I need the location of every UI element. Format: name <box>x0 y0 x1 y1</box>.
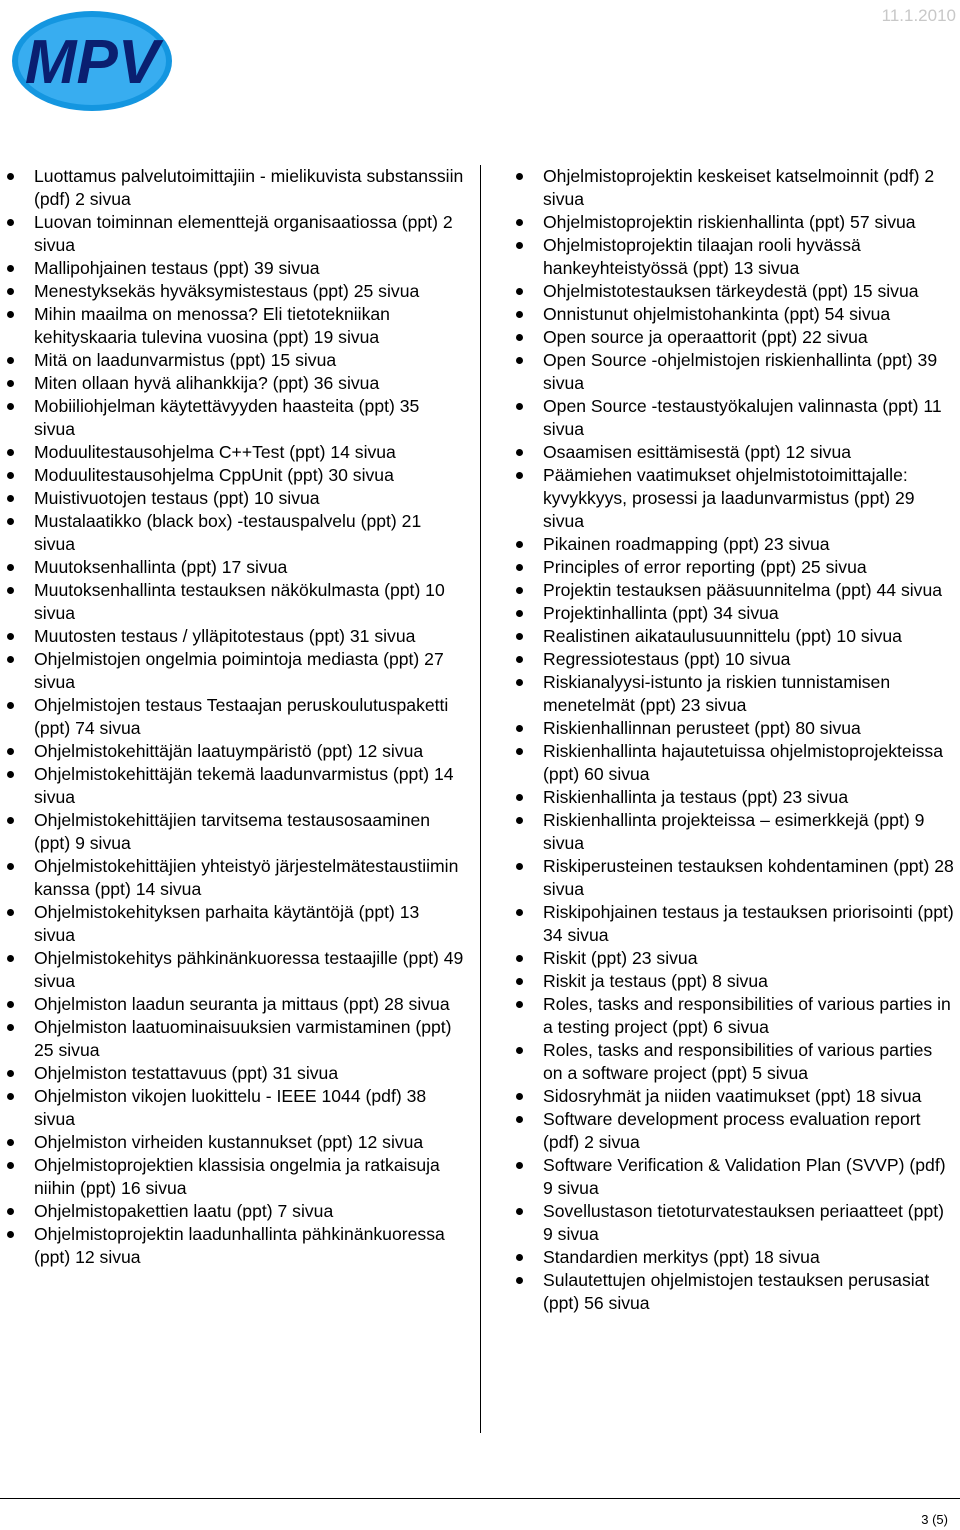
list-item: Ohjelmistokehittäjien tarvitsema testausosaaminen (ppt) 9 sivua <box>34 809 464 855</box>
right-column-list <box>543 165 955 1315</box>
list-item: Open Source -testaustyökalujen valinnasta (ppt) 11 sivua <box>543 395 955 441</box>
list-item: Riskianalyysi-istunto ja riskien tunnistamisen menetelmät (ppt) 23 sivua <box>543 671 955 717</box>
list-item: Software Verification & Validation Plan (SVVP) (pdf) 9 sivua <box>543 1154 955 1200</box>
list-item: Pikainen roadmapping (ppt) 23 sivua <box>543 533 955 556</box>
list-item: Sulautettujen ohjelmistojen testauksen perusasiat (ppt) 56 sivua <box>543 1269 955 1315</box>
list-item: Riskipohjainen testaus ja testauksen priorisointi (ppt) 34 sivua <box>543 902 954 945</box>
list-item: Päämiehen vaatimukset ohjelmistotoimittajalle: kyvykkyys, prosessi ja laadunvarmistus (ppt) 29 sivua <box>543 464 955 533</box>
list-item: Principles of error reporting (ppt) 25 sivua <box>543 556 955 579</box>
list-item: Riskienhallinnan perusteet (ppt) 80 sivua <box>543 717 955 740</box>
list-item: Ohjelmiston laatuominaisuuksien varmistaminen (ppt) 25 sivua <box>34 1016 464 1062</box>
list-item: Open Source -ohjelmistojen riskienhallinta (ppt) 39 sivua <box>543 349 955 395</box>
list-item: Onnistunut ohjelmistohankinta (ppt) 54 sivua <box>543 303 955 326</box>
list-item: Projektinhallinta (ppt) 34 sivua <box>543 602 955 625</box>
list-item: Ohjelmistokehittäjän tekemä laadunvarmistus (ppt) 14 sivua <box>34 763 464 809</box>
list-item: Ohjelmistokehittäjän laatuympäristö (ppt) 12 sivua <box>34 740 464 763</box>
list-item: Ohjelmistoprojektien klassisia ongelmia ja ratkaisuja niihin (ppt) 16 sivua <box>34 1154 464 1200</box>
list-item: Standardien merkitys (ppt) 18 sivua <box>543 1246 955 1269</box>
list-item: Ohjelmistojen testaus Testaajan peruskoulutuspaketti (ppt) 74 sivua <box>34 694 464 740</box>
list-item: Riskit (ppt) 23 sivua <box>543 947 955 970</box>
list-item: Luovan toiminnan elementtejä organisaatiossa (ppt) 2 sivua <box>34 211 464 257</box>
list-item: Roles, tasks and responsibilities of various parties on a software project (ppt) 5 sivua <box>543 1039 955 1085</box>
mpv-logo <box>10 5 175 115</box>
list-item: Mobiiliohjelman käytettävyyden haasteita (ppt) 35 sivua <box>34 395 464 441</box>
list-item: Ohjelmiston vikojen luokittelu - IEEE 1044 (pdf) 38 sivua <box>34 1085 464 1131</box>
list-item: Realistinen aikataulusuunnittelu (ppt) 10 sivua <box>543 625 955 648</box>
list-item: Ohjelmistoprojektin riskienhallinta (ppt) 57 sivua <box>543 211 955 234</box>
footer-rule <box>0 1498 960 1499</box>
left-column-list <box>34 165 464 1269</box>
list-item: Muutoksenhallinta (ppt) 17 sivua <box>34 556 464 579</box>
list-item: Ohjelmistokehitys pähkinänkuoressa testaajille (ppt) 49 sivua <box>34 948 464 991</box>
list-item: Sovellustason tietoturvatestauksen periaatteet (ppt) 9 sivua <box>543 1200 955 1246</box>
list-item: Projektin testauksen pääsuunnitelma (ppt) 44 sivua <box>543 579 955 602</box>
list-item: Ohjelmistojen ongelmia poimintoja mediasta (ppt) 27 sivua <box>34 648 464 694</box>
list-item: Ohjelmistoprojektin keskeiset katselmoinnit (pdf) 2 sivua <box>543 165 955 211</box>
list-item: Open source ja operaattorit (ppt) 22 sivua <box>543 326 955 349</box>
list-item: Muutoksenhallinta testauksen näkökulmasta (ppt) 10 sivua <box>34 579 464 625</box>
list-item: Roles, tasks and responsibilities of various parties in a testing project (ppt) 6 sivua <box>543 993 955 1039</box>
list-item: Muistivuotojen testaus (ppt) 10 sivua <box>34 487 464 510</box>
list-item: Ohjelmistoprojektin laadunhallinta pähkinänkuoressa (ppt) 12 sivua <box>34 1223 464 1269</box>
list-item: Riskienhallinta ja testaus (ppt) 23 sivua <box>543 786 955 809</box>
column-divider <box>480 165 481 1433</box>
list-item: Ohjelmiston testattavuus (ppt) 31 sivua <box>34 1062 464 1085</box>
list-item: Ohjelmistokehityksen parhaita käytäntöjä (ppt) 13 sivua <box>34 901 464 947</box>
list-item: Software development process evaluation report (pdf) 2 sivua <box>543 1108 955 1154</box>
list-item: Ohjelmistopakettien laatu (ppt) 7 sivua <box>34 1200 464 1223</box>
logo-text: MPV <box>24 28 160 97</box>
list-item: Ohjelmistoprojektin tilaajan rooli hyvässä hankeyhteistyössä (ppt) 13 sivua <box>543 234 955 280</box>
list-item: Mihin maailma on menossa? Eli tietotekniikan kehityskaaria tulevina vuosina (ppt) 19 sivua <box>34 303 464 349</box>
list-item: Regressiotestaus (ppt) 10 sivua <box>543 648 955 671</box>
list-item: Ohjelmiston laadun seuranta ja mittaus (ppt) 28 sivua <box>34 993 464 1016</box>
list-item: Mallipohjainen testaus (ppt) 39 sivua <box>34 257 464 280</box>
page-number: 3 (5) <box>921 1512 948 1527</box>
list-item: Mitä on laadunvarmistus (ppt) 15 sivua <box>34 349 464 372</box>
list-item: Muutosten testaus / ylläpitotestaus (ppt) 31 sivua <box>34 625 464 648</box>
list-item: Moduulitestausohjelma CppUnit (ppt) 30 sivua <box>34 464 464 487</box>
list-item: Moduulitestausohjelma C++Test (ppt) 14 sivua <box>34 441 464 464</box>
list-item: Riskienhallinta hajautetuissa ohjelmistoprojekteissa (ppt) 60 sivua <box>543 740 955 786</box>
list-item: Riskiperusteinen testauksen kohdentaminen (ppt) 28 sivua <box>543 856 954 899</box>
list-item: Osaamisen esittämisestä (ppt) 12 sivua <box>543 441 955 464</box>
list-item: Mustalaatikko (black box) -testauspalvelu (ppt) 21 sivua <box>34 510 464 556</box>
list-item: Riskit ja testaus (ppt) 8 sivua <box>543 970 955 993</box>
list-item: Luottamus palvelutoimittajiin - mielikuvista substanssiin (pdf) 2 sivua <box>34 166 464 209</box>
document-date: 11.1.2010 <box>881 6 956 25</box>
list-item: Miten ollaan hyvä alihankkija? (ppt) 36 sivua <box>34 372 464 395</box>
list-item: Ohjelmiston virheiden kustannukset (ppt) 12 sivua <box>34 1131 464 1154</box>
list-item: Ohjelmistokehittäjien yhteistyö järjestelmätestaustiimin kanssa (ppt) 14 sivua <box>34 855 464 901</box>
list-item: Riskienhallinta projekteissa – esimerkkejä (ppt) 9 sivua <box>543 809 955 855</box>
list-item: Sidosryhmät ja niiden vaatimukset (ppt) 18 sivua <box>543 1085 955 1108</box>
list-item: Menestyksekäs hyväksymistestaus (ppt) 25 sivua <box>34 280 464 303</box>
list-item: Ohjelmistotestauksen tärkeydestä (ppt) 15 sivua <box>543 280 955 303</box>
